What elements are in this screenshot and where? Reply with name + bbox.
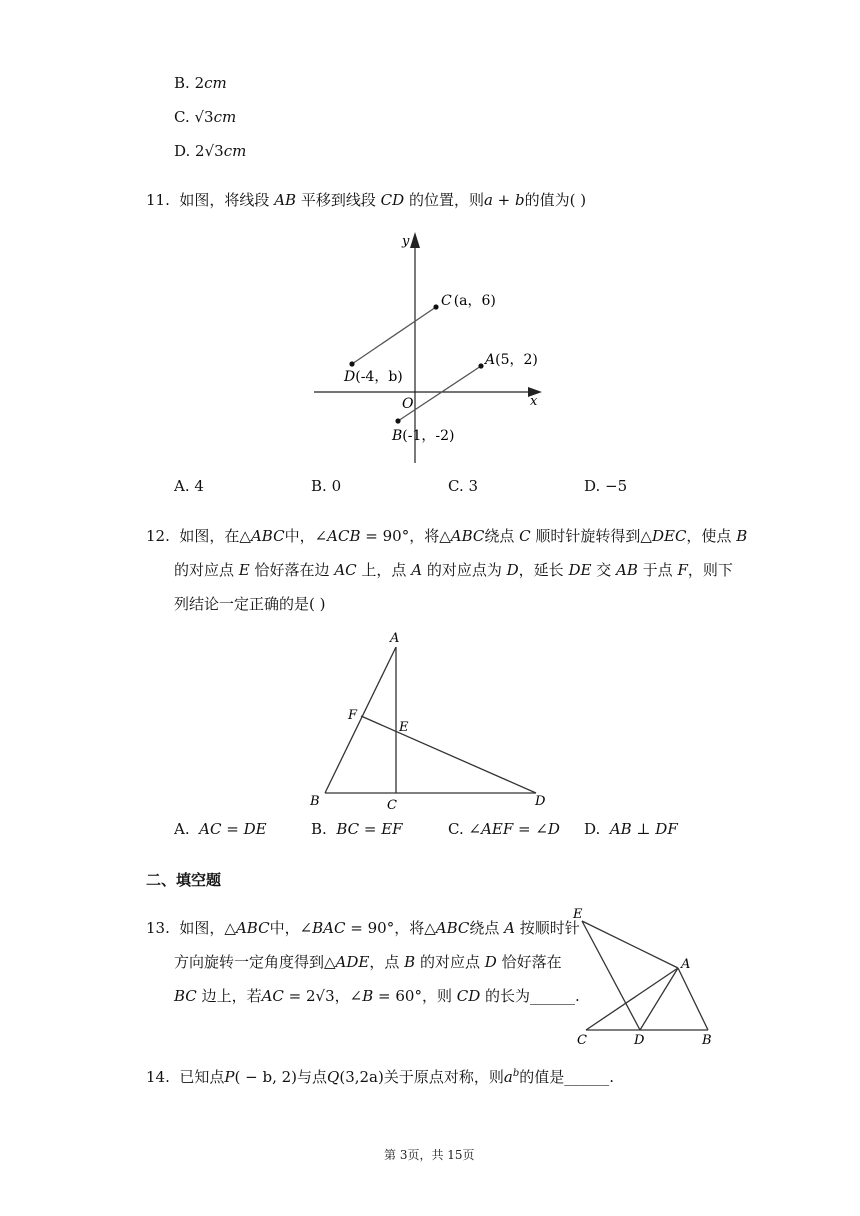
page-footer: 第 3页，共 15页 bbox=[384, 1148, 475, 1162]
q11-y-label: y bbox=[402, 234, 410, 249]
q13-side-ca bbox=[586, 968, 678, 1030]
q11-label-d: D(-4，b) bbox=[344, 369, 403, 385]
q10-option-b: B. 2cm bbox=[174, 74, 227, 92]
q11-label-c: C (a，6) bbox=[441, 293, 496, 309]
q13-stem-line1: 13. 如图，△ABC中，∠BAC = 90°，将△ABC绕点 A 按顺时针 bbox=[146, 919, 580, 937]
q13-label-e: E bbox=[573, 907, 583, 922]
q12-option-a: A. AC = DE bbox=[174, 820, 267, 838]
q12-label-a: A bbox=[390, 631, 400, 646]
q10-option-c: C. √3cm bbox=[174, 108, 237, 126]
q11-label-a: A(5，2) bbox=[485, 352, 538, 368]
q12-label-c: C bbox=[387, 798, 397, 813]
q14-stem: 14. 已知点P( − b, 2)与点Q(3,2a)关于原点对称，则$a^b$的值是______. bbox=[146, 1068, 615, 1086]
q13-label-a: A bbox=[681, 957, 691, 972]
q12-stem-line3: 列结论一定正确的是( ) bbox=[174, 595, 326, 613]
q11-x-label: x bbox=[530, 394, 538, 409]
q12-label-d: D bbox=[535, 794, 546, 809]
q11-option-c: C. 3 bbox=[448, 477, 479, 495]
q12-option-d: D. AB ⊥ DF bbox=[584, 820, 678, 838]
q13-side-ad bbox=[640, 968, 678, 1030]
q13-label-d: D bbox=[634, 1033, 645, 1048]
q13-side-ab bbox=[678, 968, 708, 1030]
q11-stem: 11. 如图，将线段 AB 平移到线段 CD 的位置，则a + b的值为( ) bbox=[146, 191, 587, 209]
q13-label-b: B bbox=[702, 1033, 712, 1048]
q13-label-c: C bbox=[577, 1033, 587, 1048]
q11-option-a: A. 4 bbox=[174, 477, 204, 495]
q12-option-c: C. ∠AEF = ∠D bbox=[448, 820, 560, 838]
q12-stem-line1: 12. 如图，在△ABC中，∠ACB = 90°，将△ABC绕点 C 顺时针旋转得到△DEC，使点 B bbox=[146, 527, 748, 545]
q13-stem-line2: 方向旋转一定角度得到△ADE，点 B 的对应点 D 恰好落在 bbox=[174, 953, 562, 971]
q12-label-b: B bbox=[310, 794, 320, 809]
q11-option-d: D. −5 bbox=[584, 477, 628, 495]
q11-origin-label: O bbox=[402, 396, 414, 412]
q13-stem-line3: BC 边上，若AC = 2√3，∠B = 60°，则 CD 的长为______. bbox=[174, 987, 580, 1005]
q12-label-e: E bbox=[399, 720, 409, 735]
q10-option-d: D. 2√3cm bbox=[174, 142, 247, 160]
q12-stem-line2: 的对应点 E 恰好落在边 AC 上，点 A 的对应点为 D，延长 DE 交 AB 于点 F，则下 bbox=[174, 561, 733, 579]
q11-label-b: B(-1，-2) bbox=[392, 428, 455, 444]
q12-label-f: F bbox=[348, 708, 358, 723]
q12-option-b: B. BC = EF bbox=[311, 820, 403, 838]
q13-side-ea bbox=[582, 921, 678, 968]
section-title-fill-in: 二、填空题 bbox=[146, 871, 222, 889]
q11-option-b: B. 0 bbox=[311, 477, 342, 495]
